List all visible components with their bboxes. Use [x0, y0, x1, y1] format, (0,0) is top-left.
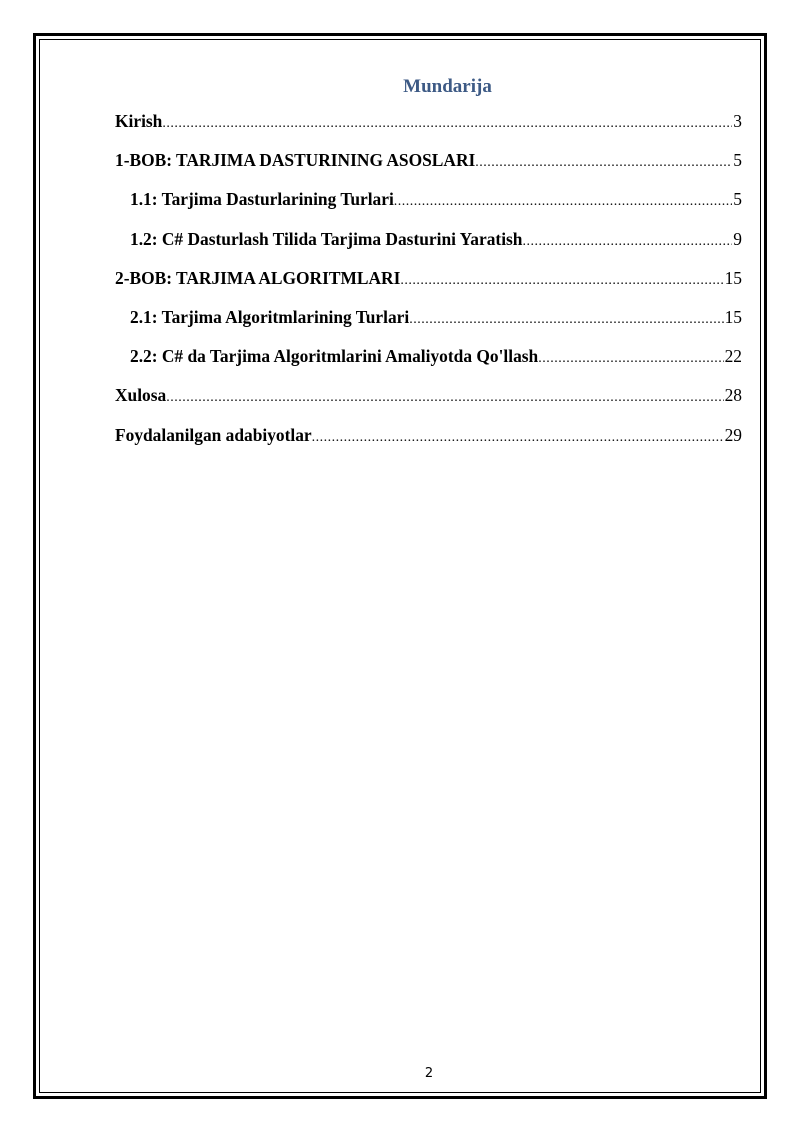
toc-entry-page: 28: [724, 385, 742, 406]
toc-entry-label: 2.1: Tarjima Algoritmlarining Turlari: [130, 306, 410, 327]
toc-entry-page: 3: [733, 111, 742, 131]
toc-entry-kirish[interactable]: [115, 108, 742, 147]
toc-entry-label: 1.1: Tarjima Dasturlarining Turlari: [130, 189, 394, 210]
toc-entry-page: 22: [724, 346, 742, 367]
toc-title: Mundarija: [403, 76, 492, 97]
toc-entry-page: 29: [724, 424, 742, 445]
toc-entry-page: 15: [724, 267, 742, 288]
page-number: 2: [424, 1066, 434, 1081]
toc-dot-leader: [538, 346, 723, 372]
toc-entry-label: 2-BOB: TARJIMA ALGORITMLARI: [115, 267, 401, 288]
toc-dot-leader: [409, 307, 723, 333]
toc-dot-leader: [522, 229, 732, 255]
toc-dot-leader: [400, 268, 723, 294]
toc-entry-label: 2.2: C# da Tarjima Algoritmlarini Amaliyotda Qo'llash: [130, 346, 539, 367]
toc-entry-section-1-1[interactable]: [115, 186, 742, 225]
toc-entry-section-2-2[interactable]: [115, 343, 742, 382]
toc-entry-xulosa[interactable]: [115, 382, 742, 421]
toc-dot-leader: [162, 111, 732, 137]
toc-entry-page: 5: [733, 150, 742, 171]
toc-dot-leader: [166, 385, 723, 411]
toc-entry-references[interactable]: [115, 422, 742, 461]
toc-entry-page: 5: [733, 189, 742, 210]
toc-entry-section-2-1[interactable]: [115, 304, 742, 343]
toc-entry-label: Foydalanilgan adabiyotlar: [115, 424, 312, 445]
toc-entry-chapter-1[interactable]: [115, 147, 742, 186]
toc-dot-leader: [475, 150, 732, 176]
table-of-contents: [115, 108, 742, 461]
toc-entry-label: 1.2: C# Dasturlash Tilida Tarjima Dasturini Yaratish: [130, 228, 523, 249]
toc-entry-page: 9: [733, 228, 742, 249]
toc-dot-leader: [394, 189, 733, 215]
toc-entry-page: 15: [724, 306, 742, 327]
toc-entry-chapter-2[interactable]: [115, 265, 742, 304]
toc-entry-label: Xulosa: [115, 385, 167, 406]
toc-entry-label: Kirish: [115, 111, 163, 131]
toc-entry-label: 1-BOB: TARJIMA DASTURINING ASOSLARI: [115, 150, 476, 171]
toc-dot-leader: [312, 425, 724, 451]
toc-entry-section-1-2[interactable]: [115, 226, 742, 265]
